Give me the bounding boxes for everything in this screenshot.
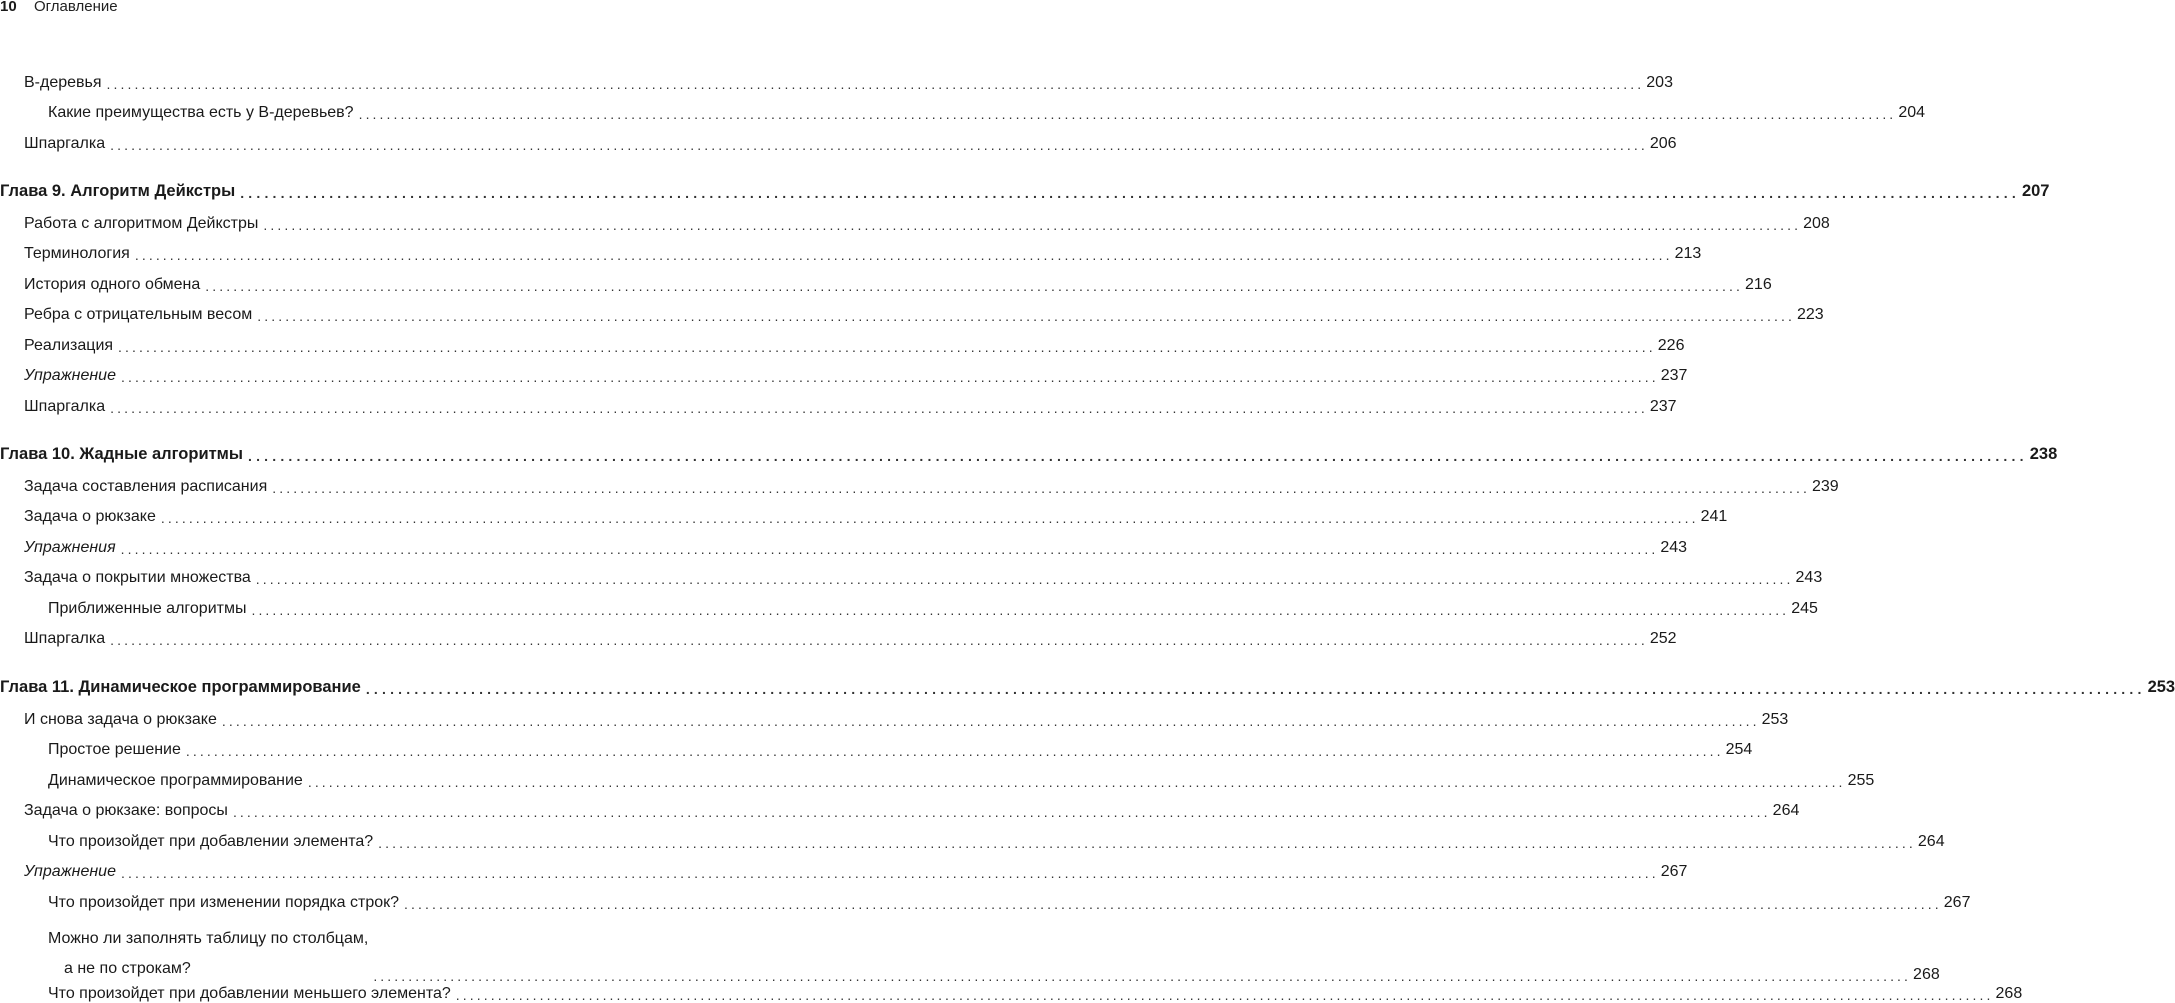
toc-entry — [0, 833, 1945, 851]
toc-entry — [0, 508, 1728, 526]
toc-entry-page: 204 — [1898, 104, 1926, 121]
page-number: 10 — [0, 0, 17, 15]
toc-entry-title-line1: Можно ли заполнять таблицу по столбцам, — [48, 930, 369, 947]
toc-entry-page: 253 — [1761, 711, 1789, 728]
running-head — [0, 0, 118, 18]
dot-leader: ............................................................................................................................................................................................................................ — [106, 76, 1645, 92]
running-head-title: Оглавление — [34, 0, 118, 15]
dot-leader: ............................................................................................................................................................................................................................ — [373, 968, 1912, 984]
toc-entry-title: Задача о рюкзаке — [24, 508, 156, 525]
dot-leader: ............................................................................................................................................................................................................................ — [247, 448, 2028, 464]
toc-entry-page: 223 — [1796, 306, 1824, 323]
toc-entry-page: 268 — [1995, 985, 2023, 1002]
toc-chapter-entry — [0, 182, 2050, 201]
toc-entry — [0, 772, 1875, 790]
toc-entry-title: Шпаргалка — [24, 135, 106, 152]
toc-entry-title: Глава 10. Жадные алгоритмы — [0, 445, 243, 463]
toc-entry-title: Задача о покрытии множества — [24, 569, 251, 586]
toc-entry-title: И снова задача о рюкзаке — [24, 711, 217, 728]
dot-leader: ............................................................................................................................................................................................................................ — [378, 835, 1916, 851]
toc-entry-title: Шпаргалка — [24, 398, 106, 415]
toc-entry-title: Приближенные алгоритмы — [48, 600, 247, 617]
toc-entry-title: Реализация — [24, 337, 114, 354]
toc-entry-title: Какие преимущества есть у B-деревьев? — [48, 104, 354, 121]
toc-entry-page: 208 — [1803, 215, 1830, 232]
toc-entry — [0, 398, 1677, 416]
toc-entry-page: 207 — [2021, 182, 2050, 200]
toc-entry — [0, 367, 1688, 385]
toc-entry-title: История одного обмена — [24, 276, 201, 293]
toc-entry-page: 243 — [1795, 569, 1823, 586]
toc-entry-title: Простое решение — [48, 741, 181, 758]
dot-leader: ............................................................................................................................................................................................................................ — [257, 308, 1795, 324]
toc-entry — [0, 569, 1823, 587]
toc-entry — [0, 215, 1830, 233]
toc-entry-page: 264 — [1772, 802, 1800, 819]
dot-leader: ............................................................................................................................................................................................................................ — [404, 896, 1942, 912]
toc-entry-page: 268 — [1913, 966, 1940, 983]
dot-leader: ............................................................................................................................................................................................................................ — [118, 339, 1656, 355]
dot-leader: ............................................................................................................................................................................................................................ — [307, 774, 1846, 790]
toc-entry-page: 238 — [2029, 445, 2058, 463]
dot-leader: ............................................................................................................................................................................................................................ — [455, 987, 1994, 1003]
toc-entry — [0, 894, 1971, 912]
dot-leader: ............................................................................................................................................................................................................................ — [255, 571, 1794, 587]
toc-entry-page: 264 — [1917, 833, 1945, 850]
toc-entry-title: Глава 9. Алгоритм Дейкстры — [0, 182, 236, 200]
toc-entry-page: 203 — [1646, 74, 1673, 91]
toc-entry — [0, 478, 1839, 496]
toc-entry-title: Глава 11. Динамическое программирование — [0, 678, 361, 696]
toc-entry-page: 267 — [1660, 863, 1688, 880]
toc-entry-title: Работа с алгоритмом Дейкстры — [24, 215, 259, 232]
toc-entry — [0, 711, 1789, 729]
toc-chapter-entry — [0, 445, 2058, 464]
toc-entry-title: Что произойдет при добавлении элемента? — [48, 833, 374, 850]
toc-entry-page: 206 — [1649, 135, 1677, 152]
toc-entry-page: 245 — [1791, 600, 1818, 617]
toc-entry — [0, 74, 1673, 92]
dot-leader: ............................................................................................................................................................................................................................ — [110, 400, 1648, 416]
toc-entry-title: Что произойдет при добавлении меньшего элемента? — [48, 985, 451, 1002]
toc-entry-page: 216 — [1745, 276, 1772, 293]
toc-entry-title: Терминология — [24, 245, 130, 262]
toc-entry — [0, 104, 1926, 122]
dot-leader: ............................................................................................................................................................................................................................ — [232, 804, 1771, 820]
toc-entry — [0, 863, 1688, 881]
dot-leader: ............................................................................................................................................................................................................................ — [358, 106, 1897, 122]
dot-leader: ............................................................................................................................................................................................................................ — [272, 480, 1810, 496]
dot-leader: ............................................................................................................................................................................................................................ — [120, 865, 1659, 881]
toc-entry — [0, 802, 1800, 820]
toc-entry-page: 254 — [1725, 741, 1753, 758]
toc-entry-title — [48, 924, 368, 984]
toc-entry-page: 213 — [1674, 245, 1702, 262]
toc-entry-page: 237 — [1649, 398, 1677, 415]
dot-leader: ............................................................................................................................................................................................................................ — [110, 137, 1648, 153]
toc-entry — [0, 337, 1685, 355]
toc-entry — [0, 741, 1753, 759]
dot-leader: ............................................................................................................................................................................................................................ — [365, 681, 2146, 697]
dot-leader: ............................................................................................................................................................................................................................ — [205, 278, 1744, 294]
toc-entry-page: 239 — [1811, 478, 1839, 495]
dot-leader: ............................................................................................................................................................................................................................ — [160, 510, 1699, 526]
toc-entry — [0, 245, 1702, 263]
toc-entry — [0, 135, 1677, 153]
dot-leader: ............................................................................................................................................................................................................................ — [251, 602, 1790, 618]
toc-entry — [0, 985, 2023, 1003]
toc-entry-title: Задача о рюкзаке: вопросы — [24, 802, 228, 819]
dot-leader: ............................................................................................................................................................................................................................ — [134, 247, 1673, 263]
toc-entry — [0, 924, 1940, 984]
toc-chapter-entry — [0, 678, 2175, 697]
toc-entry-title: B-деревья — [24, 74, 102, 91]
toc-entry-title: Упражнение — [24, 863, 116, 880]
toc-entry-title: Упражнение — [24, 367, 116, 384]
toc-entry-page: 241 — [1700, 508, 1728, 525]
toc-entry-page: 243 — [1660, 539, 1688, 556]
toc-entry — [0, 539, 1688, 557]
toc-entry-title: Упражнения — [24, 539, 116, 556]
toc-entry-page: 253 — [2147, 678, 2175, 696]
toc-entry — [0, 630, 1677, 648]
toc-entry-page: 226 — [1657, 337, 1685, 354]
toc-entry-page: 237 — [1660, 367, 1688, 384]
dot-leader: ............................................................................................................................................................................................................................ — [240, 185, 2020, 201]
dot-leader: ............................................................................................................................................................................................................................ — [263, 217, 1802, 233]
toc-entry-page: 255 — [1847, 772, 1875, 789]
toc-entry-page: 267 — [1943, 894, 1971, 911]
toc-entry-title: Динамическое программирование — [48, 772, 303, 789]
toc-entry — [0, 600, 1818, 618]
toc-entry — [0, 276, 1772, 294]
toc-entry — [0, 306, 1824, 324]
toc-entry-page: 252 — [1649, 630, 1677, 647]
dot-leader: ............................................................................................................................................................................................................................ — [185, 743, 1724, 759]
toc-entry-title-line2: а не по строкам? — [64, 960, 191, 977]
dot-leader: ............................................................................................................................................................................................................................ — [110, 632, 1648, 648]
toc-entry-title: Ребра с отрицательным весом — [24, 306, 253, 323]
toc-entry-title: Шпаргалка — [24, 630, 106, 647]
dot-leader: ............................................................................................................................................................................................................................ — [120, 369, 1659, 385]
dot-leader: ............................................................................................................................................................................................................................ — [221, 713, 1760, 729]
toc-entry-title: Задача составления расписания — [24, 478, 268, 495]
dot-leader: ............................................................................................................................................................................................................................ — [120, 541, 1659, 557]
toc-entry-title: Что произойдет при изменении порядка строк? — [48, 894, 400, 911]
